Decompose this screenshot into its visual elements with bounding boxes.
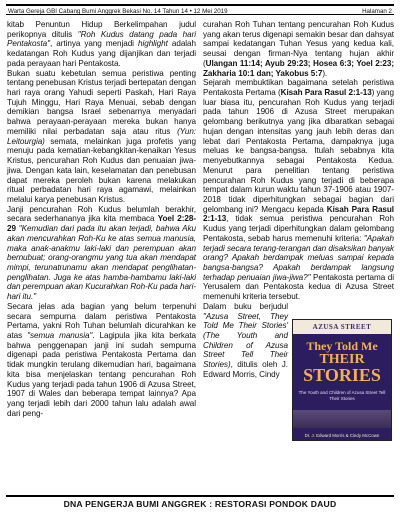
right-paragraph-2: Sejarah membuktikan bagaimana setelah peristiwa Pentakosta Pertama (Kisah Para Rasul 2:1-13) yang luar biasa itu, pencurahan Roh Kudus yang terjadi pada tahun 1906 di Azusa Street merupakan gelombang berikutnya yang jika dibaratkan sebagai hujan dengan intensitas yang jauh lebih deras dan lebat dari Pentakosta Pertama, dampaknya juga meluas ke bangsa-bangsa. Itulah sebabnya kita menyebutkannya sebagai Pentakosta Kedua. Menurut para penelitian tentang peristiwa pencurahan Roh Kudus yang terjadi di beberapa tempat dalam kurun waktu tahun 37-1906 atau 1907-2018 tidak diperhitungkan sebagai bagian dari gelombang ini? Mengacu kepada Kisah Para Rasul 2:1-13, tidak semua peristiwa pencurahan Roh Kudus yang terjadi diperhitungkan dalam gelombang Pentakosta, sebab harus memenuhi kriteria: "Apakah terjadi secara terang-terangan dan disaksikan banyak orang? Apakah berdampak meluas sampai kepada bangsa-bangsa? Apakah berdampak langsung terhadap penuaian jiwa-jiwa?" Pentakosta pertama di Yerusalem dan Pentakosta kedua di Azusa Street memenuhi kriteria tersebut. xyxy=(203,78,394,302)
book-cover-band: AZUSA STREET xyxy=(293,320,391,334)
left-paragraph-3: Janji pencurahan Roh Kudus belumlah berakhir, secara sederhananya jika kita membaca Yoel 2:28-29 "Kemudian dari pada itu akan terjadi, bahwa Aku akan mencurahkan Roh-Ku ke atas semua manusia, maka anak-anakmu laki-laki dan perempuan akan bernubuat; orang-orangmu yang tua akan mendapat mimpi, terunatrunamu akan mendapat penglihatan-penglihatan. Juga ke atas hamba-hambamu laki-laki dan perempuan akan Kucurahkan Roh-Ku pada hari-hari itu." xyxy=(7,204,196,302)
book-cover-photo xyxy=(293,410,391,428)
left-paragraph-1: kitab Penuntun Hidup Berkelimpahan judul perikopnya ditulis "Roh Kudus datang pada hari Pentakosta", artinya yang menjadi highlight adalah kedatangan Roh Kudus yang dijanjikan dan terjadi pada perayaan hari Pentakosta. xyxy=(7,20,196,68)
book-cover-authors: Dr. J. Edward Morris & Cindy McCown xyxy=(304,433,380,438)
header-page-number: Halaman 2 xyxy=(362,8,392,15)
book-cover-image xyxy=(292,319,392,441)
right-paragraph-3: Dalam buku berjudul "Azusa Street, They Told Me Their Stories' (The Youth and Children of Azusa Street Tell Their Stories), ditulis oleh J. Edward Morris, Cindy xyxy=(203,301,288,379)
page-header xyxy=(6,4,394,15)
page-footer: DNA PENGERJA BUMI ANGGREK : RESTORASI PONDOK DAUD xyxy=(6,495,394,511)
left-column xyxy=(7,20,196,418)
header-publication: Warta Gereja GBI Cabang Bumi Anggrek Bekasi No. 14 Tahun 14 • 12 Mei 2019 xyxy=(8,8,228,15)
book-cover-title: They Told Me THEIR STORIES xyxy=(303,339,381,385)
left-paragraph-4: Secara jelas ada bagian yang belum terpenuhi secara sempurna dalam peristiwa Pentakosta Pertama, yakni Roh Tuhan belumlah dicurahkan ke atas "semua manusia". Lagipula jika kita berkata bahwa penggenapan janji ini sudah sempurna digenapi pada peristiwa Pentakosta Pertama dan tidak mungkin terulang dikemudian hari, bagaimana kita bisa menjelaskan tentang pencurahan Roh Kudus yang terjadi pada tahun 1906 di Azusa Street, 1907 di Wales dan beberapa tempat lainnya? Apa yang terjadi lebih dari 2000 tahun lalu adalah awal dari peng- xyxy=(7,301,197,418)
book-cover-subtitle: The Youth and Children of Azusa Street Tell Their Stories xyxy=(298,390,386,401)
right-paragraph-1: curahan Roh Tuhan tentang pencurahan Roh Kudus yang akan terus digenapi semakin besar dan dahsyat sampai kedatangan Tuhan Yesus yang kedua kali, seusai dengan firman-Nya tentang hujan akhir (Ulangan 11:14; Ayub 29:23; Hosea 6:3; Yoel 2:23; Zakharia 10:1 dan; Yakobus 5:7). xyxy=(203,20,394,78)
left-paragraph-2: Bukan suatu kebetulan semua peristiwa penting tentang penebusan Kristus terjadi bertepatan dengan hari raya orang Yahudi seperti Paskah, Hari Raya Tujuh Minggu, Hari Raya Menuai, sebab dengan demikian bangsa Israel sebenarnya menyadari bahwa perayaan-perayaan mereka bukan hanya memiliki nilai perbadatan saja atau ritus (Yun: Leitourgia) semata, melainkan juga profetis yang menuju pada kematian-kebangkitan-kenaikan Yesus Kristus, pencurahan Roh Kudus dan penuaian jiwa-jiwa. Dengan kata lain, keselamatan dan penebusan dapat mereka peroleh bukan karena melakukan ritual perbadatan hari raya agamawi, melainkan melalui karya penebusan Kristus. xyxy=(7,68,196,204)
